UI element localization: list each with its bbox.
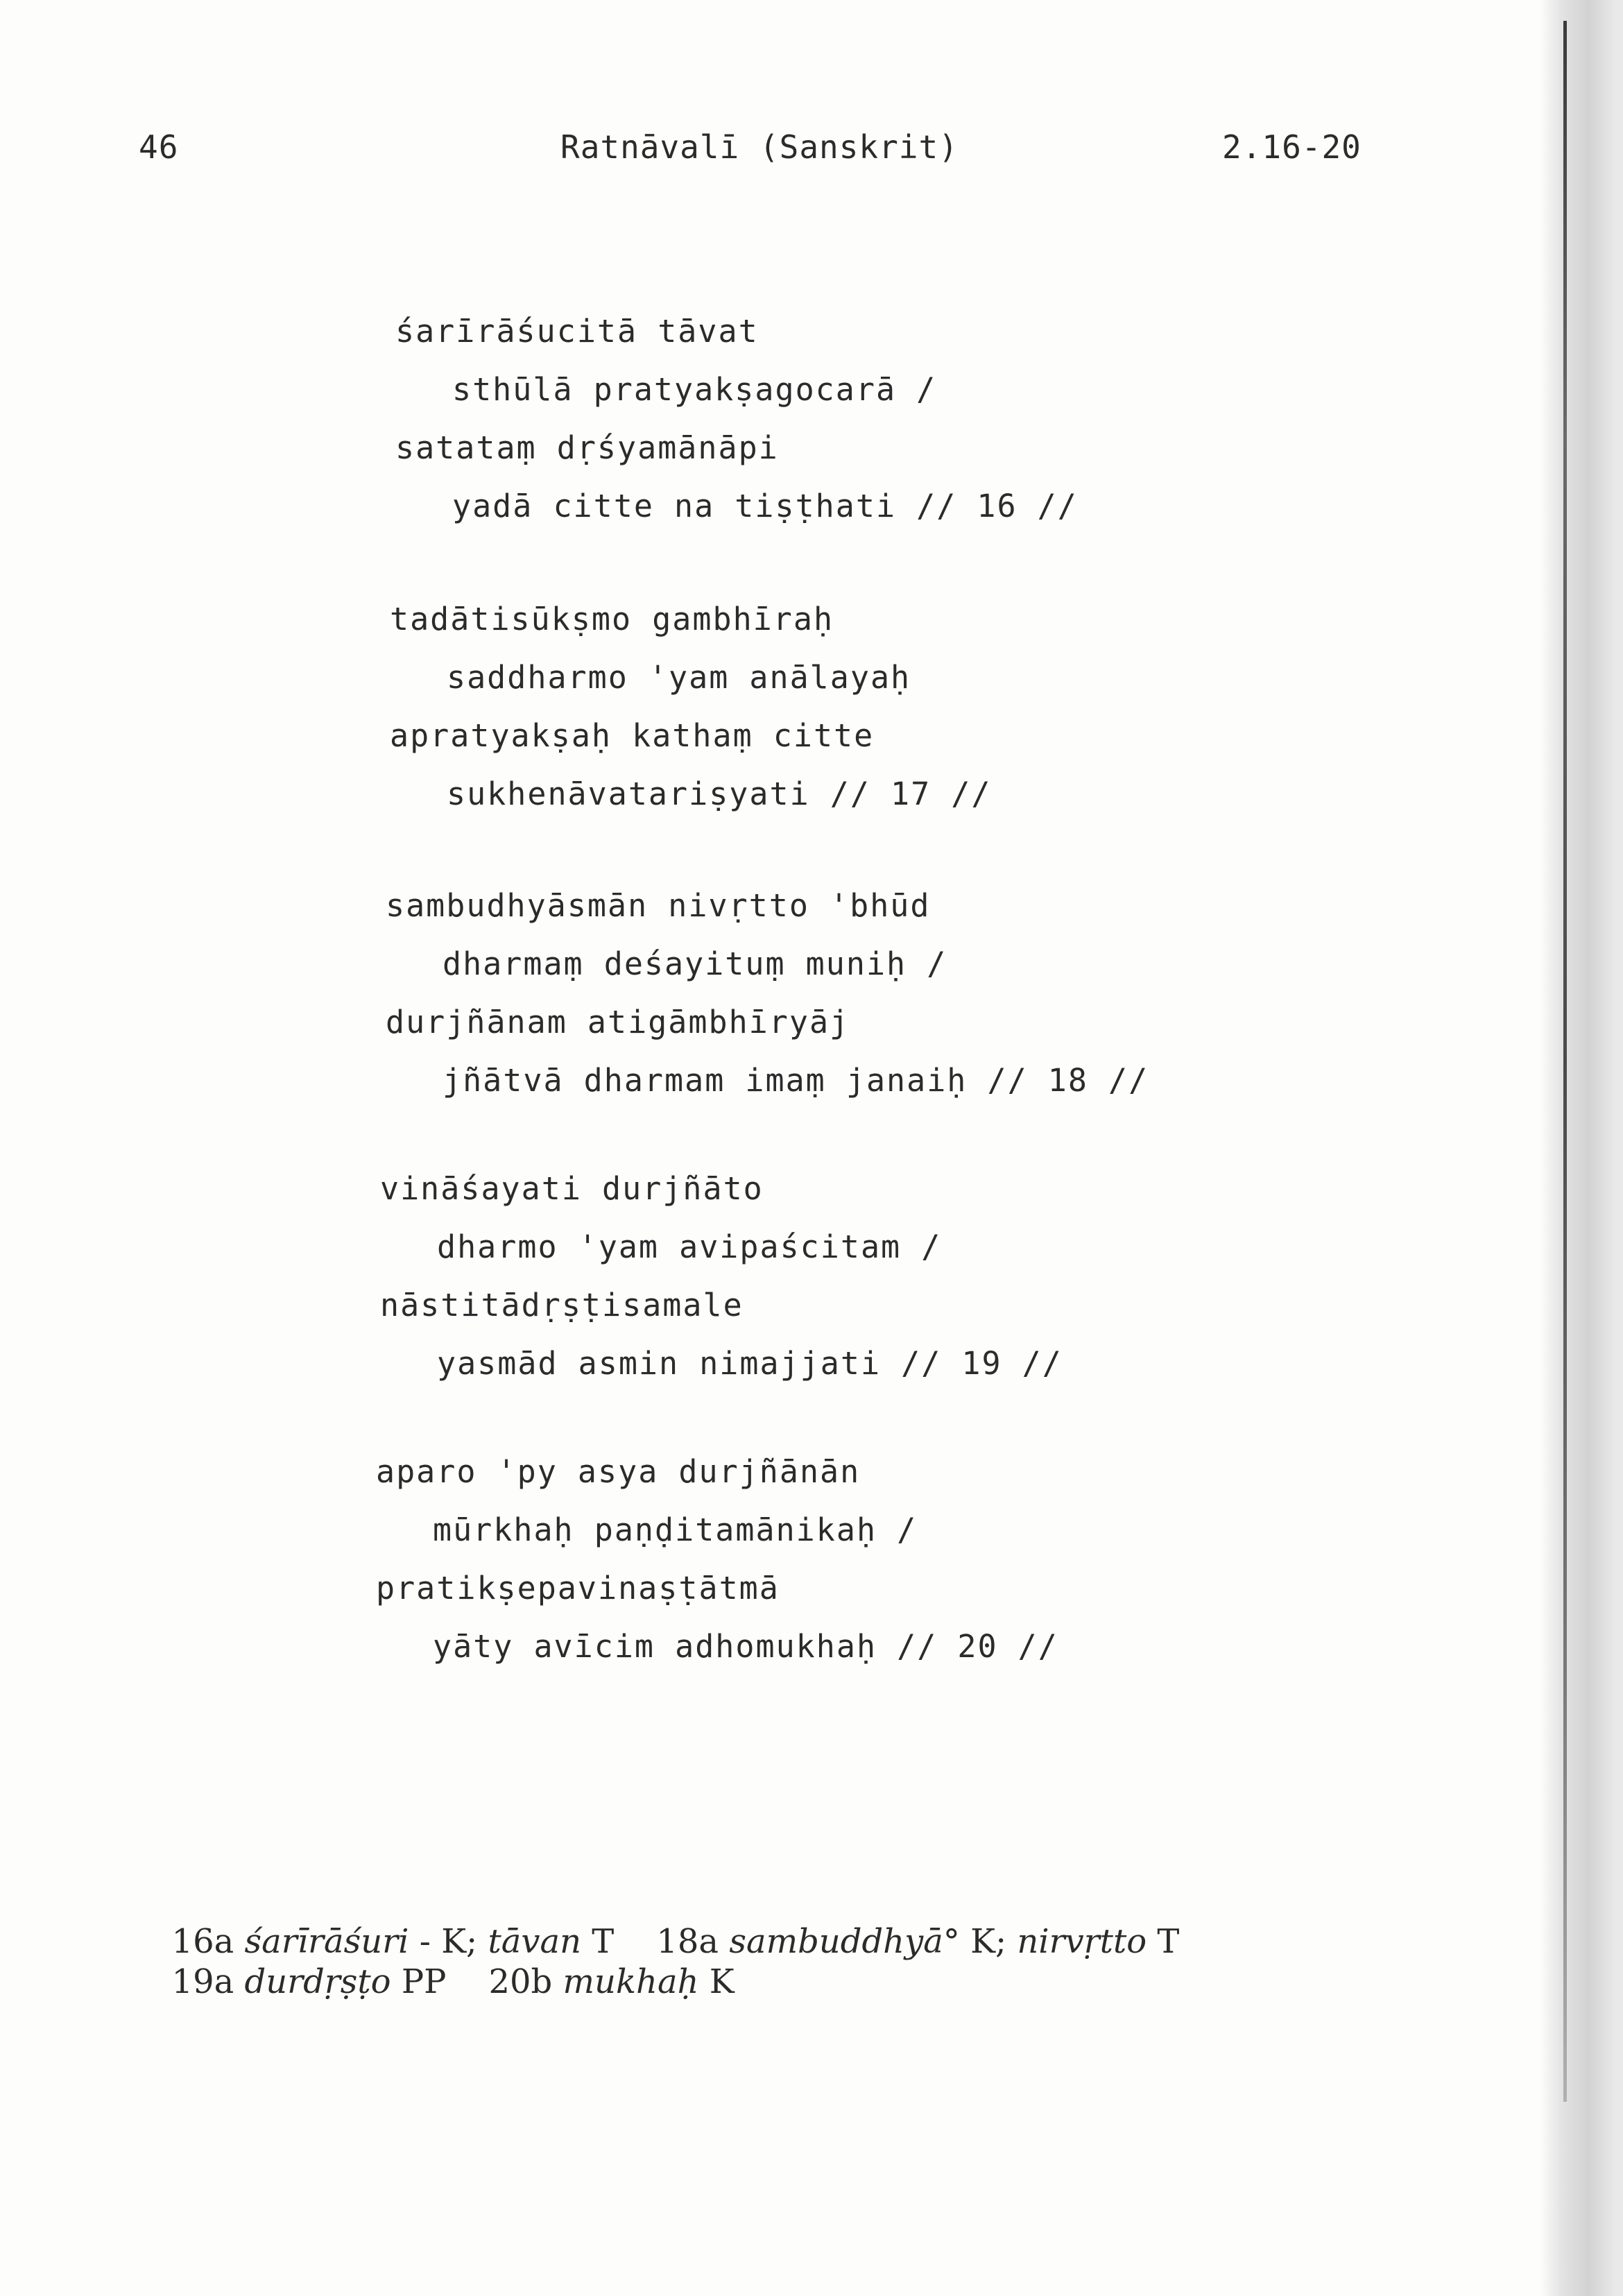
variant-reading: śarīrāśuri [244, 1922, 409, 1961]
footnote-segment: T 18a [581, 1922, 730, 1961]
footnote-line [108, 1881, 1180, 1961]
footnote-segment: 16a [171, 1922, 245, 1961]
verse-line: saddharmo 'yam anālayaḥ [447, 659, 911, 696]
variant-reading: mukhaḥ [563, 1962, 699, 2001]
footnote-segment: - K; [409, 1922, 488, 1961]
footnote-segment: 19a [171, 1962, 245, 2001]
verse-line: yasmād asmin nimajjati // 19 // [437, 1345, 1063, 1382]
footnote-segment: T [1147, 1922, 1180, 1961]
footnote-segment: K [698, 1962, 735, 2001]
footnotes [108, 1881, 1180, 2001]
verse-17 [390, 590, 992, 823]
verse-line: satataṃ dṛśyamānāpi [395, 429, 779, 466]
verse-line: śarīrāśucitā tāvat [395, 313, 759, 350]
verse-range: 2.16-20 [1222, 128, 1362, 166]
verse-line: apratyakṣaḥ kathaṃ citte [390, 717, 875, 754]
verse-line: tadātisūkṣmo gambhīraḥ [390, 601, 834, 637]
scan-edge-shadow [1540, 0, 1623, 2296]
verse-line: yadā citte na tiṣṭhati // 16 // [452, 488, 1078, 524]
verse-19 [380, 1160, 1063, 1393]
verse-line: sambudhyāsmān nivṛtto 'bhūd [386, 887, 931, 924]
verse-line: dharmaṃ deśayituṃ muniḥ / [443, 945, 947, 982]
verse-line: jñātvā dharmam imaṃ janaiḥ // 18 // [443, 1062, 1149, 1099]
verse-line: aparo 'py asya durjñānān [376, 1453, 861, 1490]
verse-line: durjñānam atigāmbhīryāj [386, 1004, 850, 1040]
verse-line: pratikṣepavinaṣṭātmā [376, 1570, 780, 1607]
scan-edge-line [1563, 21, 1567, 2102]
verse-line: mūrkhaḥ paṇḍitamānikaḥ / [433, 1511, 918, 1548]
verse-20 [376, 1443, 1058, 1676]
running-title: Ratnāvalī (Sanskrit) [560, 128, 959, 166]
footnote-segment: K; [959, 1922, 1017, 1961]
variant-reading: nirvṛtto [1017, 1922, 1147, 1961]
variant-reading: sambuddhyā° [729, 1922, 960, 1961]
page-number: 46 [139, 128, 179, 166]
verse-line: nāstitādṛṣṭisamale [380, 1287, 744, 1323]
verse-16 [395, 302, 1078, 536]
verse-line: vināśayati durjñāto [380, 1170, 764, 1207]
verse-line: sthūlā pratyakṣagocarā / [452, 371, 937, 408]
variant-reading: durdṛṣṭo [244, 1962, 391, 2001]
verse-line: dharmo 'yam avipaścitam / [437, 1228, 942, 1265]
variant-reading: tāvan [488, 1922, 582, 1961]
verse-line: sukhenāvatariṣyati // 17 // [447, 776, 992, 812]
footnote-segment: PP 20b [390, 1962, 563, 2001]
verse-18 [386, 877, 1149, 1110]
verse-line: yāty avīcim adhomukhaḥ // 20 // [433, 1628, 1058, 1665]
